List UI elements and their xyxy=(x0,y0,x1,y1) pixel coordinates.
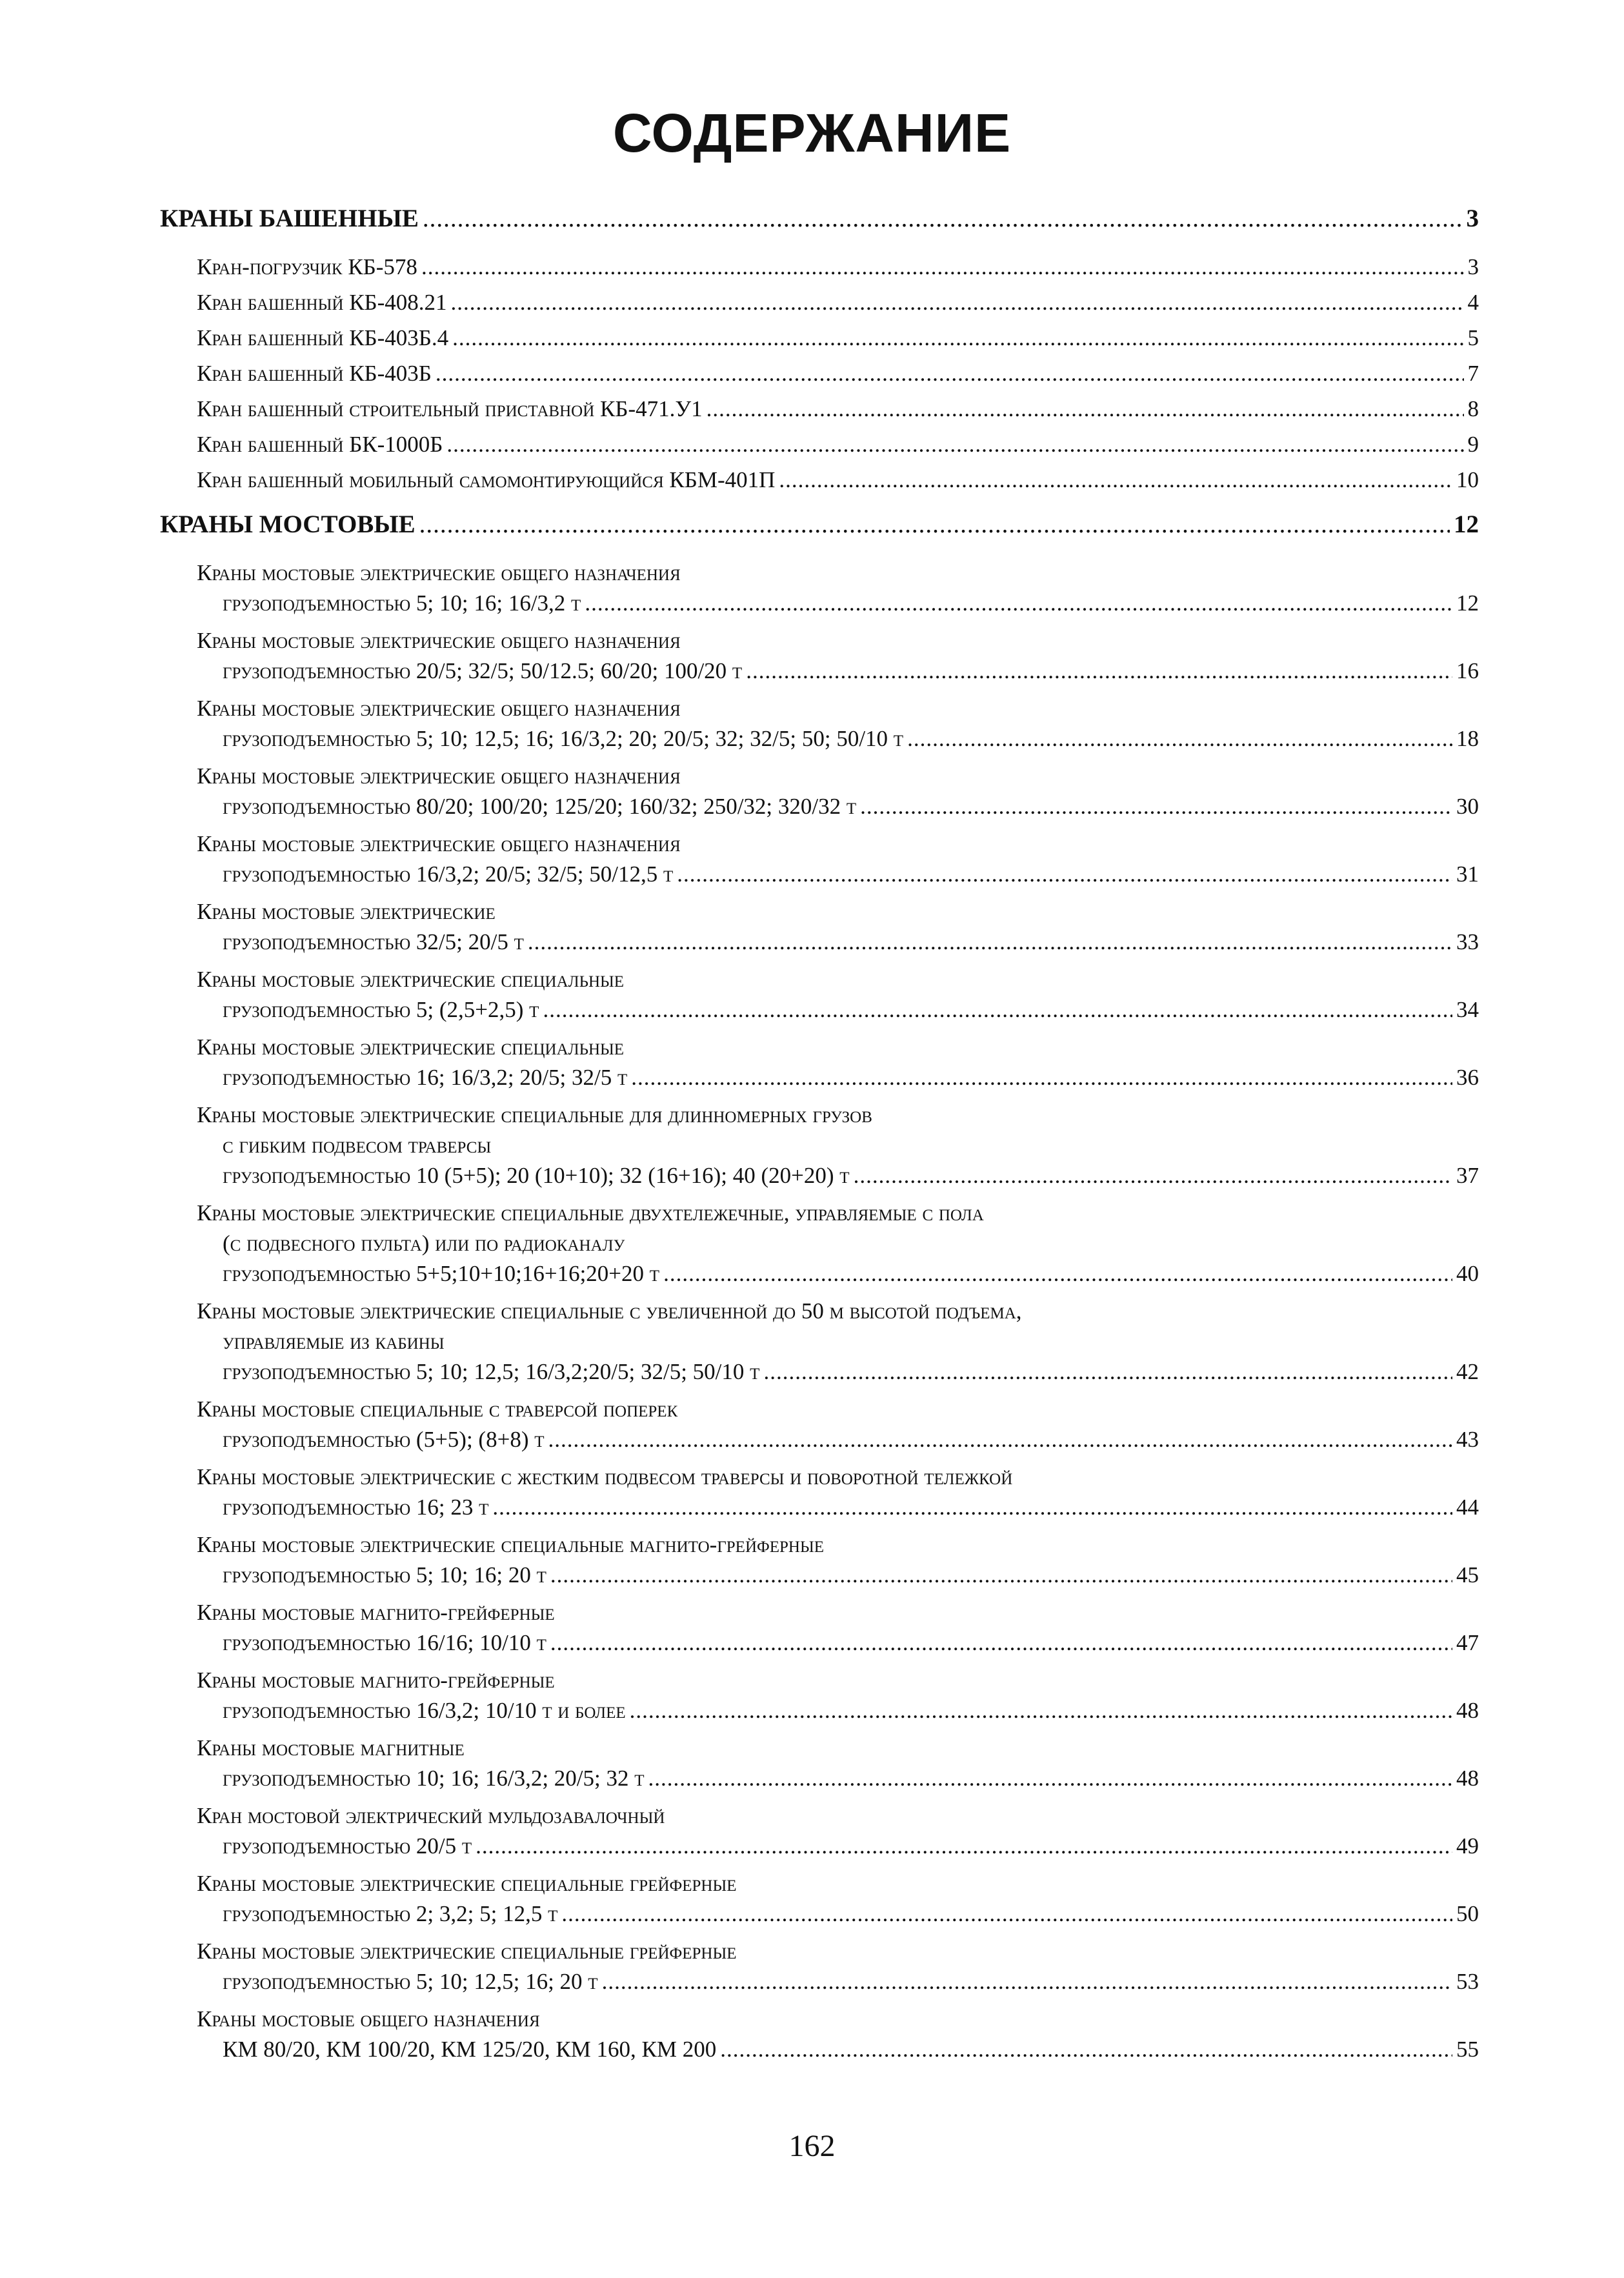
toc-entry-capacity-page-number: 48 xyxy=(1456,1698,1479,1723)
toc-entry-capacity-text: грузоподъемностью 5; 10; 12,5; 16; 16/3,2; 20; 20/5; 32; 32/5; 50; 50/10 т xyxy=(223,726,904,751)
toc-entry-text: Кран башенный мобильный самомонтирующийся КБМ-401П xyxy=(197,467,776,492)
toc-entry-capacity xyxy=(223,1561,1479,1589)
toc-entry-capacity-page-number: 40 xyxy=(1456,1261,1479,1286)
toc-entry-title xyxy=(223,1327,445,1356)
dot-leader xyxy=(436,359,1464,388)
toc-entry-page-number: 4 xyxy=(1467,290,1479,315)
toc-entry-title-text: Краны мостовые электрические общего назначения xyxy=(197,696,681,721)
section-heading xyxy=(160,509,1479,540)
dot-leader xyxy=(492,1493,1452,1522)
toc-entry-capacity-page-number: 31 xyxy=(1456,862,1479,887)
toc-entry-title-text: Краны мостовые электрические xyxy=(197,899,496,924)
section-heading-page-number: 12 xyxy=(1454,510,1479,538)
section-heading-page-number: 3 xyxy=(1466,205,1479,232)
toc-entry-title xyxy=(197,965,624,994)
toc-entry-title xyxy=(197,1531,824,1559)
dot-leader xyxy=(763,1358,1452,1386)
toc-entry-capacity xyxy=(223,1764,1479,1793)
toc-entry-page-number: 8 xyxy=(1467,396,1479,421)
toc-entry-capacity-page-number: 18 xyxy=(1456,726,1479,751)
toc-entry-title xyxy=(197,1598,555,1627)
toc-entry-capacity xyxy=(223,2035,1479,2064)
toc-entry-title-text: Краны мостовые общего назначения xyxy=(197,2006,540,2031)
toc-entry-capacity-text: грузоподъемностью 16; 16/3,2; 20/5; 32/5 т xyxy=(223,1065,628,1090)
toc-entry-capacity-page-number: 48 xyxy=(1456,1766,1479,1791)
toc-entry-text: Кран башенный КБ-403Б xyxy=(197,361,432,386)
toc-entry-title xyxy=(197,1666,555,1695)
toc-entry-capacity xyxy=(223,589,1479,618)
section-heading-text: КРАНЫ МОСТОВЫЕ xyxy=(160,510,416,538)
toc-entry-title-text: Краны мостовые электрические с жестким подвесом траверсы и поворотной тележкой xyxy=(197,1464,1013,1489)
toc-entry-title-text: (с подвесного пульта) или по радиоканалу xyxy=(223,1231,625,1256)
dot-leader xyxy=(528,928,1452,956)
toc-entry-title xyxy=(197,1395,677,1424)
toc-entry-capacity-text: грузоподъемностью 32/5; 20/5 т xyxy=(223,929,524,954)
toc-entry-capacity xyxy=(223,1697,1479,1725)
toc-entry-page-number: 3 xyxy=(1467,254,1479,279)
toc-entry-page-number: 10 xyxy=(1456,467,1479,492)
toc-entry-title-text: Краны мостовые электрические специальные xyxy=(197,1034,625,1060)
toc-entry-capacity-page-number: 53 xyxy=(1456,1969,1479,1994)
toc-entry-title xyxy=(197,1297,1022,1325)
toc-entry-text: Кран-погрузчик КБ-578 xyxy=(197,254,417,279)
toc-entry-capacity-text: грузоподъемностью (5+5); (8+8) т xyxy=(223,1427,545,1452)
toc-entry-title xyxy=(197,2005,540,2033)
toc-entry xyxy=(197,288,1479,317)
dot-leader xyxy=(543,996,1452,1024)
toc-entry xyxy=(197,253,1479,281)
dot-leader xyxy=(452,324,1463,352)
toc-entry-title xyxy=(197,898,496,926)
dot-leader xyxy=(446,430,1463,459)
toc-entry-capacity xyxy=(223,725,1479,753)
toc-entry-title-text: Краны мостовые электрические специальные с увеличенной до 50 м высотой подъема, xyxy=(197,1298,1022,1324)
toc-entry-title-text: Краны мостовые электрические специальные двухтележечные, управляемые с пола xyxy=(197,1200,984,1225)
toc-entry-capacity-page-number: 49 xyxy=(1456,1833,1479,1859)
dot-leader xyxy=(550,1629,1452,1657)
dot-leader xyxy=(423,203,1463,234)
toc-entry-title-text: Краны мостовые электрические специальные магнито-грейферные xyxy=(197,1532,825,1557)
toc-entry-title xyxy=(223,1131,491,1160)
toc-entry xyxy=(197,466,1479,494)
dot-leader xyxy=(419,509,1450,540)
toc-entry-title-text: Кран мостовой электрический мульдозавалочный xyxy=(197,1803,665,1828)
toc-entry-capacity xyxy=(223,1900,1479,1928)
toc-entry-title xyxy=(197,1101,872,1129)
page-title: СОДЕРЖАНИЕ xyxy=(612,103,1012,163)
dot-leader xyxy=(476,1832,1452,1860)
toc-entry-capacity-text: грузоподъемностью 5; 10; 12,5; 16; 20 т xyxy=(223,1969,598,1994)
dot-leader xyxy=(548,1426,1452,1454)
dot-leader xyxy=(663,1260,1452,1288)
toc-entry-text: Кран башенный КБ-408.21 xyxy=(197,290,447,315)
toc-entry-capacity xyxy=(223,657,1479,685)
dot-leader xyxy=(550,1561,1452,1589)
toc-entry-capacity xyxy=(223,1629,1479,1657)
dot-leader xyxy=(707,395,1464,423)
toc-entry-capacity xyxy=(223,928,1479,956)
toc-entry-title-text: Краны мостовые специальные с траверсой поперек xyxy=(197,1396,678,1422)
dot-leader xyxy=(907,725,1452,753)
toc-entry xyxy=(197,359,1479,388)
dot-leader xyxy=(854,1162,1452,1190)
toc-entry-title-text: Краны мостовые электрические специальные грейферные xyxy=(197,1939,737,1964)
toc-entry-capacity-text: грузоподъемностью 5; (2,5+2,5) т xyxy=(223,997,539,1022)
toc-entry-capacity-text: грузоподъемностью 10; 16; 16/3,2; 20/5; 32 т xyxy=(223,1766,645,1791)
toc-entry-title xyxy=(223,1229,625,1258)
toc-entry-capacity-page-number: 55 xyxy=(1456,2037,1479,2062)
toc-entry xyxy=(197,430,1479,459)
toc-entry-page-number: 9 xyxy=(1467,432,1479,457)
toc-entry-title xyxy=(197,559,681,587)
toc-entry-title-text: Краны мостовые электрические специальные для длинномерных грузов xyxy=(197,1102,872,1127)
toc-entry-capacity-text: грузоподъемностью 5; 10; 16; 20 т xyxy=(223,1562,546,1588)
toc-entry-capacity-text: грузоподъемностью 20/5 т xyxy=(223,1833,472,1859)
section-heading-text: КРАНЫ БАШЕННЫЕ xyxy=(160,205,419,232)
toc-entry-capacity-text: грузоподъемностью 5; 10; 12,5; 16/3,2;20/5; 32/5; 50/10 т xyxy=(223,1359,760,1384)
toc-entry-capacity xyxy=(223,1968,1479,1996)
toc-entry-title-text: Краны мостовые электрические специальные xyxy=(197,967,625,992)
toc-entry-capacity-page-number: 12 xyxy=(1456,590,1479,616)
toc-entry-capacity-page-number: 45 xyxy=(1456,1562,1479,1588)
dot-leader xyxy=(631,1063,1452,1092)
toc-entry-title xyxy=(197,1802,665,1830)
dot-leader xyxy=(779,466,1452,494)
toc-entry-capacity xyxy=(223,1358,1479,1386)
toc-entry-capacity-page-number: 43 xyxy=(1456,1427,1479,1452)
toc-entry-title xyxy=(197,762,681,791)
dot-leader xyxy=(421,253,1464,281)
toc-entry-title-text: Краны мостовые магнито-грейферные xyxy=(197,1668,555,1693)
toc-entry-capacity xyxy=(223,996,1479,1024)
toc-entry-title-text: Краны мостовые электрические специальные грейферные xyxy=(197,1871,737,1896)
toc-entry-capacity xyxy=(223,1063,1479,1092)
dot-leader xyxy=(561,1900,1452,1928)
toc-entry-capacity xyxy=(223,1162,1479,1190)
toc-entry-title-text: с гибким подвесом траверсы xyxy=(223,1133,492,1158)
toc-entry-capacity-text: грузоподъемностью 5+5;10+10;16+16;20+20 т xyxy=(223,1261,660,1286)
toc-entry-capacity-text: грузоподъемностью 80/20; 100/20; 125/20; 160/32; 250/32; 320/32 т xyxy=(223,794,857,819)
toc-entry-text: Кран башенный КБ-403Б.4 xyxy=(197,325,449,350)
toc-entry-page-number: 7 xyxy=(1467,361,1479,386)
toc-entry-title-text: Краны мостовые электрические общего назначения xyxy=(197,628,681,653)
toc-entry-title-text: Краны мостовые электрические общего назначения xyxy=(197,560,681,585)
toc-entry-title-text: Краны мостовые электрические общего назначения xyxy=(197,763,681,789)
toc-entry-title xyxy=(197,1463,1012,1491)
dot-leader xyxy=(860,792,1452,821)
toc-entry-capacity-page-number: 34 xyxy=(1456,997,1479,1022)
toc-entry-capacity-text: грузоподъемностью 16; 23 т xyxy=(223,1495,489,1520)
toc-entry-capacity xyxy=(223,792,1479,821)
toc-entry-capacity-page-number: 36 xyxy=(1456,1065,1479,1090)
dot-leader xyxy=(677,860,1452,889)
toc-entry-capacity-text: грузоподъемностью 10 (5+5); 20 (10+10); 32 (16+16); 40 (20+20) т xyxy=(223,1163,850,1188)
toc-entry-capacity-page-number: 50 xyxy=(1456,1901,1479,1926)
toc-entry xyxy=(197,324,1479,352)
toc-entry-capacity-page-number: 44 xyxy=(1456,1495,1479,1520)
dot-leader xyxy=(746,657,1452,685)
toc-entry-title-text: Краны мостовые магнито-грейферные xyxy=(197,1600,555,1625)
toc-entry-capacity-text: грузоподъемностью 16/3,2; 10/10 т и более xyxy=(223,1698,626,1723)
toc-entry-capacity-text: грузоподъемностью 16/16; 10/10 т xyxy=(223,1630,546,1655)
dot-leader xyxy=(720,2035,1452,2064)
dot-leader xyxy=(585,589,1452,618)
toc-entry-capacity-page-number: 47 xyxy=(1456,1630,1479,1655)
dot-leader xyxy=(648,1764,1452,1793)
toc-entry-capacity xyxy=(223,860,1479,889)
toc-entry-capacity-page-number: 33 xyxy=(1456,929,1479,954)
toc-entry-page-number: 5 xyxy=(1467,325,1479,350)
toc-entry-text: Кран башенный БК-1000Б xyxy=(197,432,443,457)
dot-leader xyxy=(451,288,1464,317)
toc-entry-title xyxy=(197,1199,984,1227)
toc-entry-capacity-text: грузоподъемностью 5; 10; 16; 16/3,2 т xyxy=(223,590,581,616)
toc-entry-capacity-page-number: 37 xyxy=(1456,1163,1479,1188)
toc-entry-title xyxy=(197,1870,737,1898)
toc-entry-title xyxy=(197,627,681,655)
dot-leader xyxy=(602,1968,1452,1996)
toc-entry-title xyxy=(197,1734,465,1762)
toc-entry-title xyxy=(197,1033,624,1062)
toc-entry-capacity xyxy=(223,1260,1479,1288)
toc-entry-title-text: Краны мостовые магнитные xyxy=(197,1735,465,1760)
toc-entry-capacity-page-number: 16 xyxy=(1456,658,1479,683)
section-heading xyxy=(160,203,1479,234)
page-number: 162 xyxy=(788,2129,836,2163)
toc-entry-capacity-text: грузоподъемностью 2; 3,2; 5; 12,5 т xyxy=(223,1901,558,1926)
toc-entry-title-text: управляемые из кабины xyxy=(223,1329,445,1354)
dot-leader xyxy=(630,1697,1452,1725)
toc-entry-title-text: Краны мостовые электрические общего назначения xyxy=(197,831,681,856)
toc-entry-capacity xyxy=(223,1426,1479,1454)
toc-entry-title xyxy=(197,1937,737,1966)
toc-entry xyxy=(197,395,1479,423)
toc-entry-capacity-text: грузоподъемностью 20/5; 32/5; 50/12.5; 60/20; 100/20 т xyxy=(223,658,743,683)
toc-entry-capacity-text: грузоподъемностью 16/3,2; 20/5; 32/5; 50/12,5 т xyxy=(223,862,674,887)
toc-entry-capacity-text: КМ 80/20, КМ 100/20, КМ 125/20, КМ 160, КМ 200 xyxy=(223,2037,717,2062)
toc-entry-title xyxy=(197,694,681,723)
toc-entry-text: Кран башенный строительный приставной КБ-471.У1 xyxy=(197,396,703,421)
toc-entry-title xyxy=(197,830,681,858)
toc-entry-capacity-page-number: 30 xyxy=(1456,794,1479,819)
toc-entry-capacity-page-number: 42 xyxy=(1456,1359,1479,1384)
toc-entry-capacity xyxy=(223,1832,1479,1860)
toc-entry-capacity xyxy=(223,1493,1479,1522)
